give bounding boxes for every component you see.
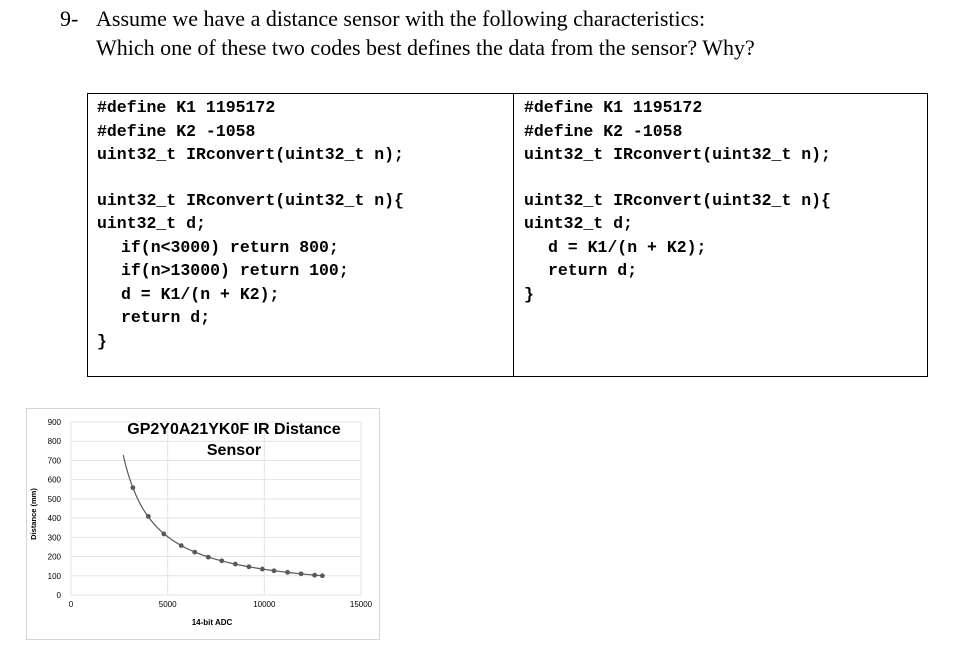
- x-axis-label: 14-bit ADC: [191, 618, 233, 627]
- code-line: if(n>13000) return 100;: [121, 261, 349, 280]
- chart-title: Sensor: [206, 442, 262, 459]
- sensor-chart: [26, 408, 380, 640]
- code-line: #define K1 1195172: [97, 98, 276, 117]
- data-point: [206, 555, 211, 560]
- data-point: [299, 571, 304, 576]
- y-tick-label: 500: [47, 494, 61, 504]
- question-text-line-1: Assume we have a distance sensor with the following characteristics:: [96, 6, 706, 31]
- code-option-left: [88, 94, 514, 376]
- code-line: uint32_t IRconvert(uint32_t n);: [524, 145, 831, 164]
- data-point: [246, 564, 251, 569]
- code-line: }: [524, 284, 534, 304]
- y-tick-label: 0: [56, 591, 61, 600]
- code-line: #define K1 1195172: [524, 98, 703, 117]
- y-tick-label: 200: [47, 552, 61, 562]
- x-tick-label: 0: [68, 600, 74, 609]
- data-point: [285, 570, 290, 575]
- code-line: uint32_t IRconvert(uint32_t n){: [524, 190, 831, 210]
- code-line-blank: [97, 167, 513, 189]
- x-tick-label: 15000: [349, 600, 373, 609]
- y-tick-label: 900: [47, 418, 61, 427]
- question-text-line-2: Which one of these two codes best defines the data from the sensor? Why?: [96, 35, 755, 60]
- code-comparison-table: [87, 93, 928, 377]
- data-point: [130, 485, 135, 490]
- chart-title: GP2Y0A21YK0F IR Distance: [127, 421, 341, 438]
- data-point: [146, 514, 151, 519]
- code-line: d = K1/(n + K2);: [121, 284, 280, 304]
- code-line: uint32_t d;: [524, 214, 633, 233]
- x-tick-label: 10000: [253, 600, 276, 609]
- code-line: return d;: [548, 261, 638, 280]
- data-point: [219, 558, 224, 563]
- code-line: #define K2 -1058: [524, 121, 683, 141]
- data-point: [312, 573, 317, 578]
- code-line: if(n<3000) return 800;: [121, 237, 339, 257]
- code-option-right: [514, 94, 927, 376]
- data-point: [272, 568, 277, 573]
- chart-canvas: [27, 409, 381, 641]
- code-line: uint32_t IRconvert(uint32_t n){: [97, 190, 404, 210]
- x-tick-label: 5000: [158, 600, 177, 609]
- data-point: [192, 550, 197, 555]
- code-line: d = K1/(n + K2);: [548, 237, 707, 257]
- code-line: }: [97, 331, 107, 351]
- code-line: return d;: [121, 308, 211, 327]
- y-tick-label: 700: [47, 456, 61, 466]
- question-number: 9-: [60, 6, 79, 31]
- data-point: [320, 573, 325, 578]
- code-line-blank: [524, 167, 927, 189]
- data-point: [233, 562, 238, 567]
- y-tick-label: 800: [47, 437, 61, 447]
- y-tick-label: 300: [47, 533, 61, 543]
- data-point: [260, 567, 265, 572]
- data-point: [179, 543, 184, 548]
- code-line: uint32_t IRconvert(uint32_t n);: [97, 145, 404, 164]
- code-line: uint32_t d;: [97, 214, 206, 233]
- data-point: [161, 531, 166, 536]
- y-tick-label: 600: [47, 475, 61, 485]
- fit-curve: [123, 455, 322, 576]
- y-tick-label: 100: [47, 571, 61, 581]
- code-line: #define K2 -1058: [97, 121, 256, 141]
- y-axis-label: Distance (mm): [29, 488, 38, 540]
- y-tick-label: 400: [47, 514, 61, 524]
